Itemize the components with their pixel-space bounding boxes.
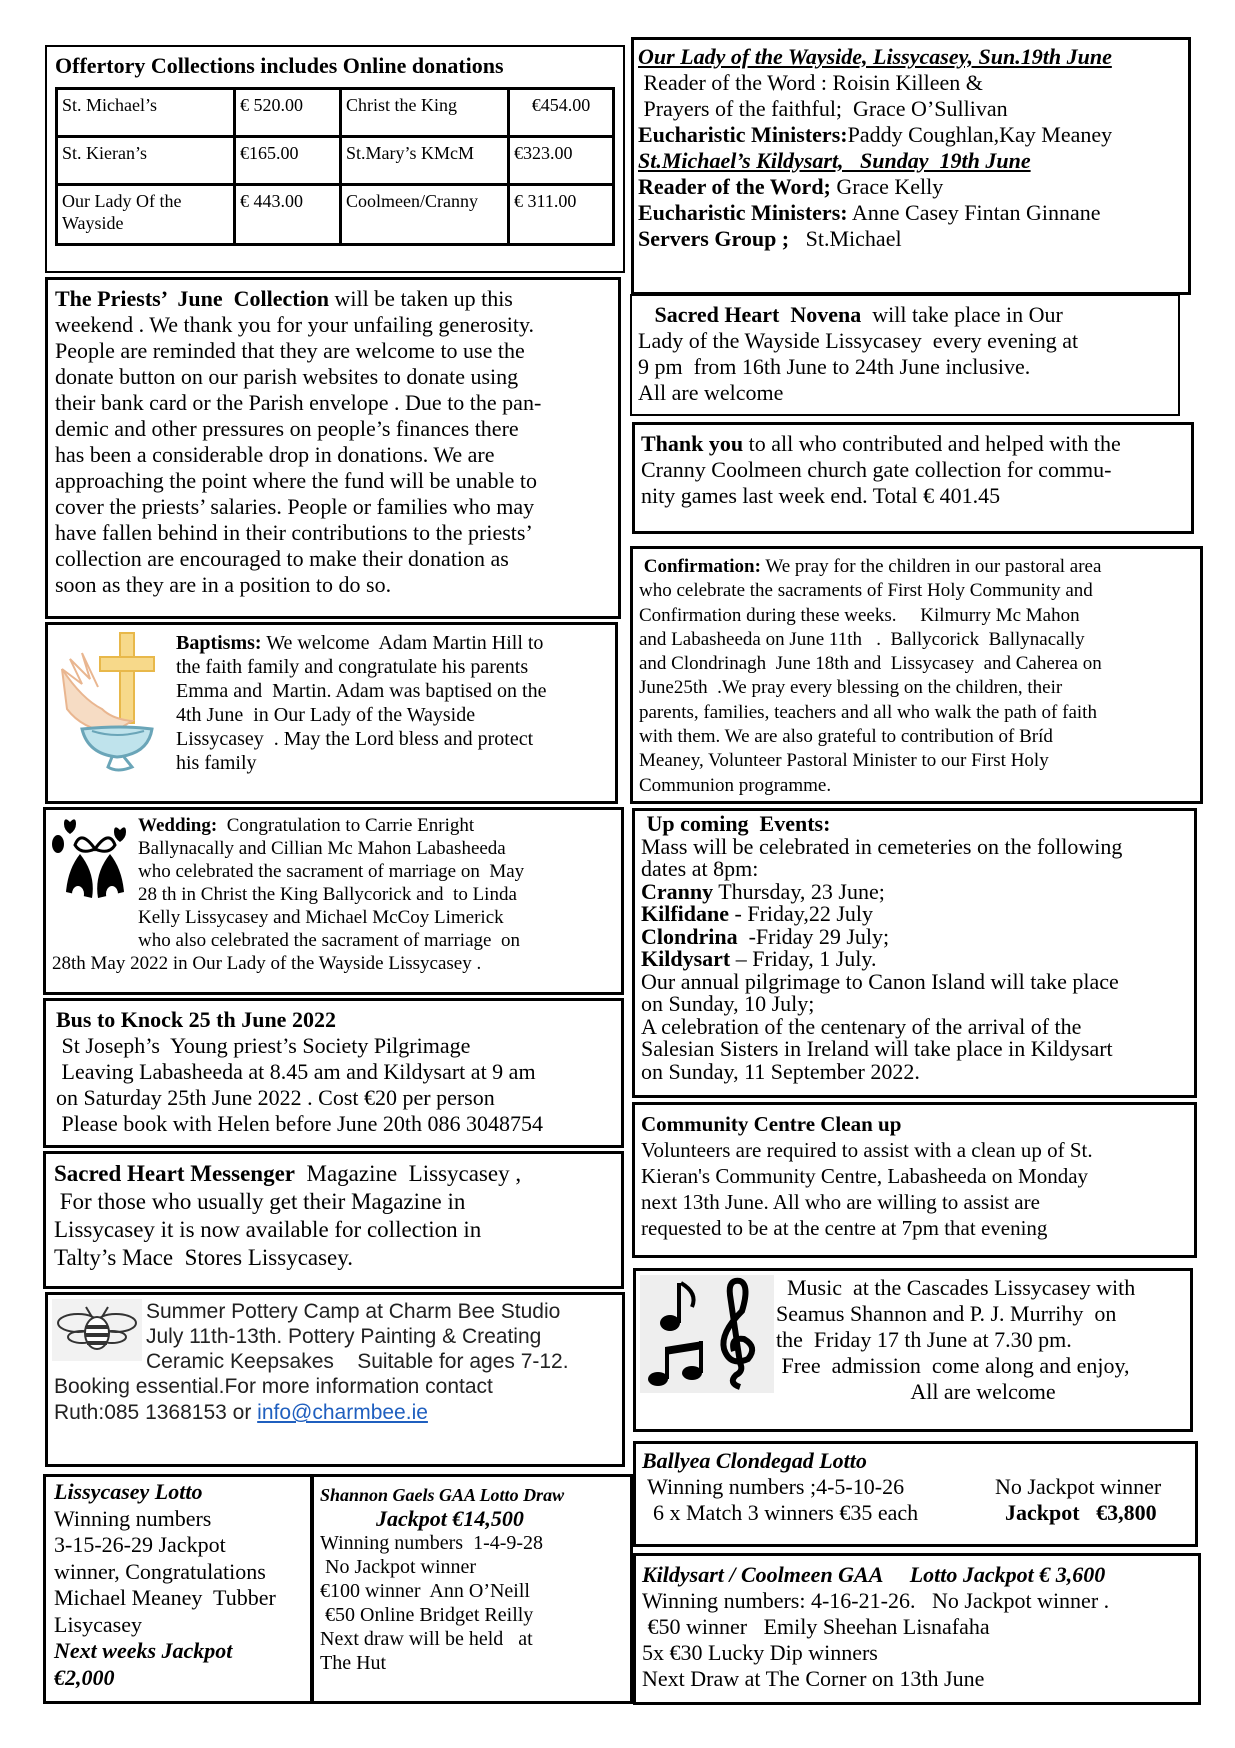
body-text: Please book with Helen before June 20th 086 3048754 (56, 1111, 543, 1136)
event-place: Cranny (641, 878, 714, 904)
body-text: Reader of the Word : Roisin Killeen & (638, 70, 983, 95)
body-text: will be taken up this (328, 286, 513, 311)
body-text: his family (176, 752, 257, 774)
body-text: requested to be at the centre at 7pm that evening (641, 1216, 1048, 1240)
label: Eucharistic Ministers: (638, 200, 848, 225)
body-text: on Sunday, 11 September 2022. (641, 1058, 920, 1084)
body-text: 4th June in Our Lady of the Wayside (176, 704, 476, 726)
shannon-title: Shannon Gaels GAA Lotto Draw (320, 1485, 565, 1505)
pottery-camp-section (45, 1292, 625, 1467)
body-text: June25th .We pray every blessing on the children, their (639, 677, 1063, 699)
body-text: Ceramic Keepsakes Suitable for ages 7-12. (146, 1350, 569, 1373)
table-cell: Christ the King (341, 89, 509, 137)
label: Reader of the Word; (638, 174, 831, 199)
body-text: the faith family and congratulate his parents (176, 656, 529, 678)
body-text: Next draw will be held at (320, 1628, 533, 1650)
jackpot-label: Jackpot (1005, 1500, 1080, 1525)
body-text: Salesian Sisters in Ireland will take place in Kildysart (641, 1036, 1113, 1061)
body-text: People are reminded that they are welcome to use the (55, 338, 525, 363)
body-text: Winning numbers: 4-16-21-26. No Jackpot winner . (642, 1588, 1110, 1613)
body-text: Lisycasey (54, 1611, 142, 1637)
body-text: Winning numbers (54, 1505, 212, 1531)
ministry-rota-section (631, 37, 1191, 295)
body-text: Ruth:085 1368153 or (54, 1401, 258, 1424)
offertory-table (55, 87, 615, 246)
kildysart-lotto-title: Kildysart / Coolmeen GAA Lotto Jackpot € 3,600 (642, 1562, 1106, 1587)
body-text: Our annual pilgrimage to Canon Island will take place (641, 968, 1119, 994)
table-cell: €165.00 (235, 137, 341, 185)
body-text: Music at the Cascades Lissycasey with (776, 1275, 1136, 1300)
body-text: 9 pm from 16th June to 24th June inclusive. (638, 354, 1031, 379)
body-text: No Jackpot winner (995, 1474, 1162, 1499)
music-section (633, 1268, 1193, 1432)
wedding-bells-icon (50, 814, 140, 914)
rota-heading-kildysart: St.Michael’s Kildysart, Sunday 19th June (638, 148, 1031, 173)
lissycasey-lotto-title: Lissycasey Lotto (54, 1479, 203, 1504)
body-text: Next Draw at The Corner on 13th June (642, 1666, 985, 1691)
offertory-title: Offertory Collections includes Online donations (55, 53, 504, 78)
body-text: dates at 8pm: (641, 856, 759, 881)
email-link[interactable]: info@charmbee.ie (257, 1401, 428, 1424)
body-text: the Friday 17 th June at 7.30 pm. (776, 1327, 1072, 1352)
bus-title: Bus to Knock 25 th June 2022 (56, 1007, 336, 1032)
body-text: 28th May 2022 in Our Lady of the Wayside Lissycasey . (52, 953, 482, 974)
body-text: and Labasheeda on June 11th . Ballycorick Ballynacally (639, 628, 1085, 650)
body-text: Communion programme. (639, 774, 832, 796)
offertory-section (45, 45, 625, 273)
messenger-section (43, 1151, 624, 1289)
table-row (57, 89, 614, 137)
shannon-jackpot: Jackpot €14,500 (376, 1506, 524, 1531)
body-text: St.Michael (789, 226, 902, 251)
lissycasey-lotto-section (43, 1474, 313, 1704)
table-row (57, 137, 614, 185)
body-text: All are welcome (910, 1379, 1056, 1404)
body-text: on Sunday, 10 July; (641, 991, 815, 1016)
body-text: who celebrate the sacraments of First Holy Community and (639, 580, 1093, 602)
body-text: July 11th-13th. Pottery Painting & Creating (146, 1325, 542, 1348)
event-place: Kildysart (641, 946, 731, 971)
body-text: For those who usually get their Magazine in (54, 1189, 466, 1214)
body-text: collection are encouraged to make their donation as (55, 546, 509, 571)
body-text: Congratulation to Carrie Enright (217, 815, 475, 836)
wedding-title: Wedding: (138, 815, 218, 836)
body-text: nity games last week end. Total € 401.45 (641, 483, 1001, 508)
body-text: Kieran's Community Centre, Labasheeda on Monday (641, 1164, 1089, 1188)
baptisms-title: Baptisms: (176, 632, 262, 654)
baptism-dove-cross-icon (52, 629, 172, 779)
community-title: Community Centre Clean up (641, 1112, 902, 1136)
messenger-title: Sacred Heart Messenger (54, 1161, 295, 1186)
body-text: who celebrated the sacrament of marriage on May (138, 861, 525, 882)
priests-title: The Priests’ June Collection (55, 286, 329, 311)
body-text: cover the priests’ salaries. People or families who may (55, 494, 535, 519)
table-cell: €323.00 (509, 137, 614, 185)
body-text: parents, families, teachers and all who walk the path of faith (639, 701, 1097, 723)
body-text: All are welcome (638, 380, 784, 405)
body-text: who also celebrated the sacrament of marriage on (138, 930, 520, 951)
table-cell: Coolmeen/Cranny (341, 185, 509, 245)
bus-to-knock-section (43, 998, 624, 1148)
body-text: €100 winner Ann O’Neill (320, 1580, 530, 1602)
body-text: Emma and Martin. Adam was baptised on the (176, 680, 547, 702)
body-text: Summer Pottery Camp at Charm Bee Studio (146, 1300, 561, 1323)
body-text: We pray for the children in our pastoral area (760, 556, 1102, 577)
body-text: Leaving Labasheeda at 8.45 am and Kildysart at 9 am (56, 1059, 536, 1084)
body-text: their bank card or the Parish envelope . Due to the pan- (55, 390, 542, 415)
ballyea-lotto-section (633, 1441, 1198, 1547)
body-text: €50 Online Bridget Reilly (320, 1604, 534, 1626)
priests-collection-section (45, 277, 621, 619)
events-title: Up coming Events: (646, 811, 831, 836)
bee-icon (52, 1299, 142, 1361)
body-text: Cranny Coolmeen church gate collection for commu- (641, 457, 1112, 482)
music-notes-icon (640, 1275, 774, 1393)
kildysart-lotto-section (633, 1553, 1201, 1705)
thank-you-section (632, 422, 1194, 534)
body-text: approaching the point where the fund will be unable to (55, 468, 538, 493)
label: Servers Group ; (638, 226, 790, 251)
body-text: Lissycasey . May the Lord bless and protect (176, 728, 534, 750)
body-text: has been a considerable drop in donations. We are (55, 442, 495, 467)
label: Eucharistic Ministers: (638, 122, 848, 147)
body-text: Michael Meaney Tubber (54, 1585, 276, 1610)
table-cell: Our Lady Of the Wayside (57, 185, 235, 245)
table-cell: St. Kieran’s (57, 137, 235, 185)
table-cell: St.Mary’s KMcM (341, 137, 509, 185)
body-text: Winning numbers 1-4-9-28 (320, 1532, 544, 1554)
body-text: with them. We are also grateful to contribution of Bríd (639, 726, 1053, 748)
body-text: €50 winner Emily Sheehan Lisnafaha (642, 1614, 990, 1639)
table-cell: € 443.00 (235, 185, 341, 245)
body-text: and Clondrinagh June 18th and Lissycasey and Caherea on (639, 653, 1102, 675)
body-text: Kelly Lissycasey and Michael McCoy Limerick (138, 907, 504, 928)
body-text: weekend . We thank you for your unfailing generosity. (55, 312, 535, 337)
thank-you-title: Thank you (641, 431, 744, 456)
event-date: -Friday 29 July; (737, 923, 890, 949)
event-place: Clondrina (641, 923, 738, 949)
body-text: Meaney, Volunteer Pastoral Minister to our First Holy (639, 750, 1049, 772)
body-text: Talty’s Mace Stores Lissycasey. (54, 1245, 354, 1270)
body-text: to all who contributed and helped with the (743, 431, 1121, 456)
body-text: Mass will be celebrated in cemeteries on the following (641, 833, 1123, 859)
rota-heading-lissycasey: Our Lady of the Wayside, Lissycasey, Sun.19th June (638, 44, 1112, 69)
body-text: 5x €30 Lucky Dip winners (642, 1640, 878, 1665)
table-cell: €454.00 (509, 89, 614, 137)
community-centre-section (632, 1102, 1197, 1258)
body-text: Prayers of the faithful; Grace O’Sullivan (638, 96, 1008, 121)
table-cell: St. Michael’s (57, 89, 235, 137)
upcoming-events-section (632, 808, 1197, 1098)
event-date: Thursday, 23 June; (713, 878, 885, 904)
body-text: Paddy Coughlan,Kay Meaney (847, 122, 1113, 147)
table-cell: € 520.00 (235, 89, 341, 137)
body-text: Anne Casey Fintan Ginnane (847, 200, 1101, 225)
body-text: Confirmation during these weeks. Kilmurry Mc Mahon (639, 604, 1080, 626)
confirmation-title: Confirmation: (643, 556, 761, 577)
body-text: donate button on our parish websites to donate using (55, 364, 519, 389)
body-text: The Hut (320, 1652, 387, 1674)
body-text: St Joseph’s Young priest’s Society Pilgrimage (56, 1033, 471, 1058)
body-text: Free admission come along and enjoy, (776, 1353, 1130, 1378)
body-text: Grace Kelly (830, 174, 944, 199)
shannon-gaels-lotto-section (311, 1474, 633, 1704)
body-text: No Jackpot winner (320, 1556, 477, 1578)
event-date: - Friday,22 July (729, 901, 874, 926)
body-text: Volunteers are required to assist with a clean up of St. (641, 1138, 1093, 1162)
body-text: 28 th in Christ the King Ballycorick and to Linda (138, 884, 517, 905)
confirmation-section (630, 546, 1203, 804)
body-text: will take place in Our (861, 302, 1063, 327)
body-text: A celebration of the centenary of the arrival of the (641, 1013, 1082, 1039)
event-date: – Friday, 1 July. (730, 946, 877, 971)
jackpot-value: €3,800 (1079, 1500, 1157, 1525)
body-text: 3-15-26-29 Jackpot (54, 1532, 226, 1557)
body-text: winner, Congratulations (54, 1558, 266, 1584)
baptisms-section (45, 622, 618, 804)
body-text: Ballynacally and Cillian Mc Mahon Labasheeda (138, 838, 506, 859)
body-text: We welcome Adam Martin Hill to (261, 632, 544, 654)
next-jackpot-label: Next weeks Jackpot (54, 1638, 233, 1663)
body-text: Seamus Shannon and P. J. Murrihy on (776, 1301, 1117, 1326)
body-text: Lissycasey it is now available for collection in (54, 1217, 482, 1242)
body-text: 6 x Match 3 winners €35 each (642, 1500, 919, 1525)
body-text: demic and other pressures on people’s finances there (55, 416, 519, 441)
body-text: on Saturday 25th June 2022 . Cost €20 per person (56, 1085, 495, 1110)
body-text: Lady of the Wayside Lissycasey every evening at (638, 328, 1079, 353)
table-row (57, 185, 614, 245)
body-text: Booking essential.For more information contact (54, 1375, 493, 1398)
novena-section (630, 294, 1180, 416)
wedding-section (43, 807, 624, 995)
table-cell: € 311.00 (509, 185, 614, 245)
body-text: next 13th June. All who are willing to assist are (641, 1190, 1040, 1214)
event-place: Kilfidane (641, 901, 730, 926)
novena-title: Sacred Heart Novena (654, 302, 862, 327)
body-text: have fallen behind in their contributions to the priests’ (55, 520, 533, 545)
body-text: Magazine Lissycasey , (295, 1161, 522, 1186)
body-text: soon as they are in a position to do so. (55, 572, 392, 597)
body-text: Winning numbers ;4-5-10-26 (642, 1474, 905, 1499)
ballyea-title: Ballyea Clondegad Lotto (642, 1448, 867, 1473)
next-jackpot-value: €2,000 (54, 1664, 115, 1690)
